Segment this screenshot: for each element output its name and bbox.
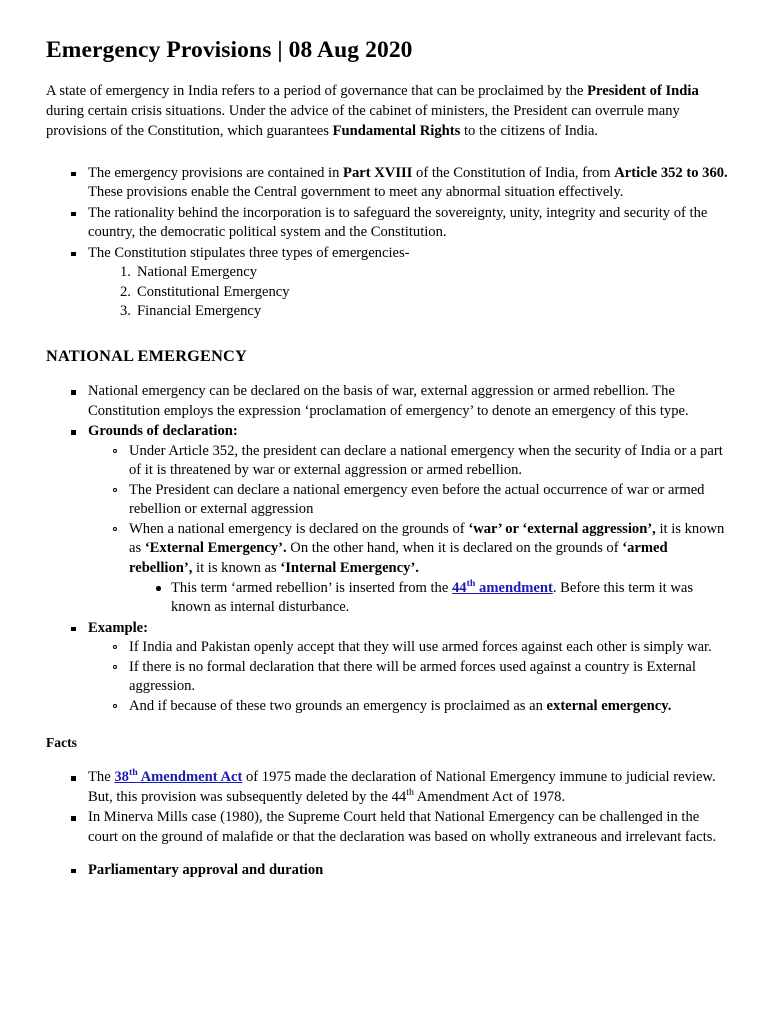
link-label: amendment [475, 579, 553, 596]
parliamentary-approval-list [46, 861, 728, 881]
list-item [111, 520, 728, 618]
intro-bold-president: President of India [587, 83, 699, 100]
emergency-types-list [88, 263, 728, 321]
ordinal-suffix-44: th [406, 787, 414, 798]
bullet-text-3: These provisions enable the Central government to meet any abnormal situation effectively. [88, 184, 624, 201]
bullet-text-1: The emergency provisions are contained in [88, 164, 344, 181]
facts-bullet-list [46, 768, 728, 847]
list-item [70, 422, 728, 617]
bold-article-range: Article 352 to 360. [614, 164, 728, 181]
grounds-text-3: On the other hand, when it is declared on the grounds of [286, 540, 623, 557]
bold-internal-emergency: ‘Internal Emergency’. [280, 559, 419, 576]
bold-war-external-aggression: ‘war’ or ‘external aggression’, [468, 520, 656, 537]
link-number: 38 [114, 769, 129, 786]
list-item [70, 619, 728, 717]
list-item: The rationality behind the incorporation is to safeguard the sovereignty, unity, integrity and security of the country, the democratic political system and the Constitution. [70, 204, 728, 243]
list-item: In Minerva Mills case (1980), the Supreme Court held that National Emergency can be challenged in the court on the ground of malafide or that the declaration was based on wholly extraneous and irrelevant facts. [70, 808, 728, 847]
intro-text-2: during certain crisis situations. Under the advice of the cabinet of ministers, the President can overrule many provisions of the Constitution, which guarantees [46, 103, 680, 139]
armed-rebellion-note-list [129, 579, 728, 618]
grounds-text-2: it is known as [129, 520, 725, 557]
list-item [70, 164, 728, 203]
page-title: Emergency Provisions | 08 Aug 2020 [46, 37, 413, 63]
link-38th-amendment-act[interactable] [114, 769, 242, 785]
list-item: If there is no formal declaration that there will be armed forces used against a country is External aggression. [111, 658, 728, 697]
bold-armed-rebellion: ‘armed rebellion’, [129, 540, 668, 576]
list-item: National Emergency [137, 264, 258, 281]
fact-text-2: of 1975 made the declaration of National Emergency immune to judicial review. But, this provision was subsequently deleted by the 44 [88, 769, 716, 805]
fact-text-1: The [88, 769, 115, 786]
fact-text-3: Amendment Act of 1978. [413, 788, 566, 805]
section-heading-national-emergency: NATIONAL EMERGENCY [46, 345, 247, 365]
list-item [70, 861, 728, 881]
bold-part-xviii: Part XVIII [343, 164, 413, 181]
grounds-list [88, 442, 728, 618]
list-item: Under Article 352, the president can declare a national emergency when the security of India or a part of it is threatened by war or external aggression or armed rebellion. [111, 442, 728, 481]
parliamentary-approval-label: Parliamentary approval and duration [88, 861, 324, 878]
spacer [46, 849, 728, 861]
grounds-text-4: it is known as [192, 559, 281, 576]
spacer [46, 323, 728, 346]
link-number: 44 [451, 579, 467, 596]
list-item [70, 244, 728, 322]
national-emergency-bullet-list [46, 382, 728, 716]
grounds-text-1: When a national emergency is declared on the grounds of [129, 520, 469, 537]
note-text-2: . Before this term it was known as internal disturbance. [171, 579, 694, 616]
list-item: The President can declare a national emergency even before the actual occurrence of war or armed rebellion or external aggression [111, 481, 728, 520]
list-item [111, 697, 728, 717]
bullet-text-2: of the Constitution of India, from [412, 164, 615, 181]
link-ordinal-suffix: th [466, 577, 476, 589]
list-item: National emergency can be declared on the basis of war, external aggression or armed rebellion. The Constitution employs the expression ‘proclamation of emergency’ to denote an emergency of this type. [70, 382, 728, 421]
link-label: Amendment Act [137, 769, 243, 786]
list-item: Constitutional Emergency [137, 283, 290, 300]
example-text-1: And if because of these two grounds an emergency is proclaimed as an [129, 697, 547, 714]
intro-paragraph [46, 82, 706, 142]
section-heading-facts: Facts [46, 735, 77, 751]
list-item: Financial Emergency [137, 303, 262, 320]
intro-text-1: A state of emergency in India refers to a period of governance that can be proclaimed by the [46, 83, 588, 100]
link-ordinal-suffix: th [128, 767, 138, 779]
intro-bullet-list [46, 164, 728, 322]
note-text-1: This term ‘armed rebellion’ is inserted from the [171, 579, 452, 596]
spacer [46, 717, 728, 735]
list-item [70, 768, 728, 807]
list-item [154, 579, 728, 618]
examples-list [88, 638, 728, 716]
bold-external-emergency-2: external emergency. [546, 697, 672, 714]
intro-text-3: to the citizens of India. [460, 122, 599, 139]
intro-bold-fundamental-rights: Fundamental Rights [332, 122, 461, 139]
bullet-text-types: The Constitution stipulates three types of emergencies- [88, 244, 410, 261]
grounds-of-declaration-label: Grounds of declaration: [88, 423, 238, 440]
list-item: If India and Pakistan openly accept that they will use armed forces against each other is simply war. [111, 638, 728, 658]
example-label: Example: [88, 619, 148, 636]
bold-external-emergency: ‘External Emergency’. [144, 540, 287, 557]
link-44th-amendment[interactable] [451, 577, 553, 596]
